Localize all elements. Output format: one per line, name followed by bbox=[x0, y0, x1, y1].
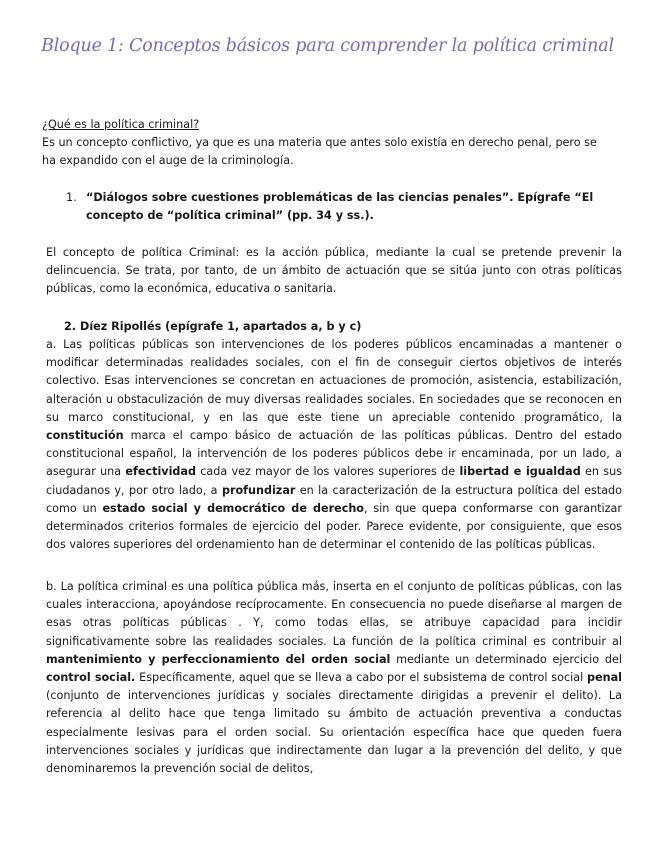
paragraph-a-text-4: en sus ciudadanos y, por otro lado, a bbox=[46, 465, 623, 497]
paragraph-b-text-4: (conjunto de intervenciones jurídicas y sociales directamente dirigidas a prevenir el delito). La referencia al delito hace que tenga limitado su ámbito de actuación preventiva a conductas especialmente lesivas para el orden social. Su orientación específica hace que queden fuera intervenciones sociales y jurídicas que indirectamente dan lugar a la prevención del delito, y que denominaremos la prevención social de delitos, bbox=[46, 689, 622, 776]
question-body: Es un concepto conflictivo, ya que es una materia que antes solo existía en derecho penal, pero se ha expandido con el auge de la criminología. bbox=[42, 136, 597, 168]
paragraph-a-text-3: cada vez mayor de los valores superiores de bbox=[195, 465, 460, 479]
document-title: Bloque 1: Conceptos básicos para comprender la política criminal bbox=[41, 36, 614, 56]
question-heading-text: ¿Qué es la política criminal? bbox=[42, 118, 200, 131]
list-item-1 bbox=[66, 189, 618, 225]
paragraph-a bbox=[46, 336, 622, 554]
paragraph-b-bold-2: control social. bbox=[46, 671, 136, 685]
paragraph-definition: El concepto de política Criminal: es la acción pública, mediante la cual se pretende prevenir la delincuencia. Se trata, por tanto, de un ámbito de actuación que se sitúa junto con otras políticas públicas, como la económica, educativa o sanitaria. bbox=[46, 246, 622, 296]
paragraph-a-bold-2: efectividad bbox=[125, 465, 196, 479]
paragraph-b-text-1: b. La política criminal es una política pública más, inserta en el conjunto de políticas públicas, con las cuales interacciona, apoyándose recíprocamente. En consecuencia no puede diseñarse al margen de esas otras políticas públicas . Y, como todas ellas, se atribuye capacidad para incidir significativamente sobre las realidades sociales. La función de la política criminal es contribuir al bbox=[46, 580, 622, 648]
paragraph-a-text-6: , sin que quepa conformarse con garantizar determinados criterios formales de ejercicio del poder. Parece evidente, por consiguiente, que esos dos valores superiores del ordenamiento han de determinar el contenido de las políticas públicas. bbox=[46, 501, 622, 552]
paragraph-a-text-5: en la caracterización de la estructura política del estado como un bbox=[46, 483, 622, 515]
paragraph-a-bold-4: profundizar bbox=[221, 483, 296, 497]
paragraph-b-text-3: Específicamente, aquel que se lleva a cabo por el subsistema de control social bbox=[135, 671, 588, 685]
question-heading bbox=[42, 116, 614, 134]
paragraph-b-bold-1: mantenimiento y perfeccionamiento del orden social bbox=[46, 652, 391, 666]
list-item-2 bbox=[64, 318, 616, 336]
paragraph-a-text-2: marca el campo básico de actuación de las políticas públicas. Dentro del estado constitucional español, la intervención de los poderes públicos debe ir encaminada, por un lado, a asegurar una bbox=[46, 429, 622, 479]
list-item-2-number: 2. bbox=[64, 320, 77, 333]
paragraph-a-bold-5: estado social y democrático de derecho bbox=[102, 501, 364, 515]
list-item-1-number: 1. bbox=[66, 191, 77, 204]
paragraph-b-bold-3: penal bbox=[587, 671, 622, 685]
paragraph-a-bold-1: constitución bbox=[46, 429, 124, 443]
list-item-2-text: Díez Ripollés (epígrafe 1, apartados a, b y c) bbox=[80, 320, 362, 333]
paragraph-a-bold-3: libertad e igualdad bbox=[459, 465, 581, 479]
paragraph-b bbox=[46, 578, 622, 778]
paragraph-b-text-2: mediante un determinado ejercicio del bbox=[390, 652, 622, 666]
list-item-1-text: “Diálogos sobre cuestiones problemáticas de las ciencias penales”. Epígrafe “El concepto de “política criminal” (pp. 34 y ss.). bbox=[86, 191, 594, 223]
paragraph-a-text-1: a. Las políticas públicas son intervenciones de los poderes públicos encaminadas a mantener o modificar determinadas realidades sociales, con el fin de conseguir ciertos objetivos de interés colectivo. Esas intervenciones se concretan en actuaciones de promoción, asistencia, estabilización, alteración u obstaculización de muy diversas realidades sociales. En sociedades que se reconocen en su marco constitucional, y en las que este tiene un apreciable contenido programático, la bbox=[46, 338, 622, 424]
